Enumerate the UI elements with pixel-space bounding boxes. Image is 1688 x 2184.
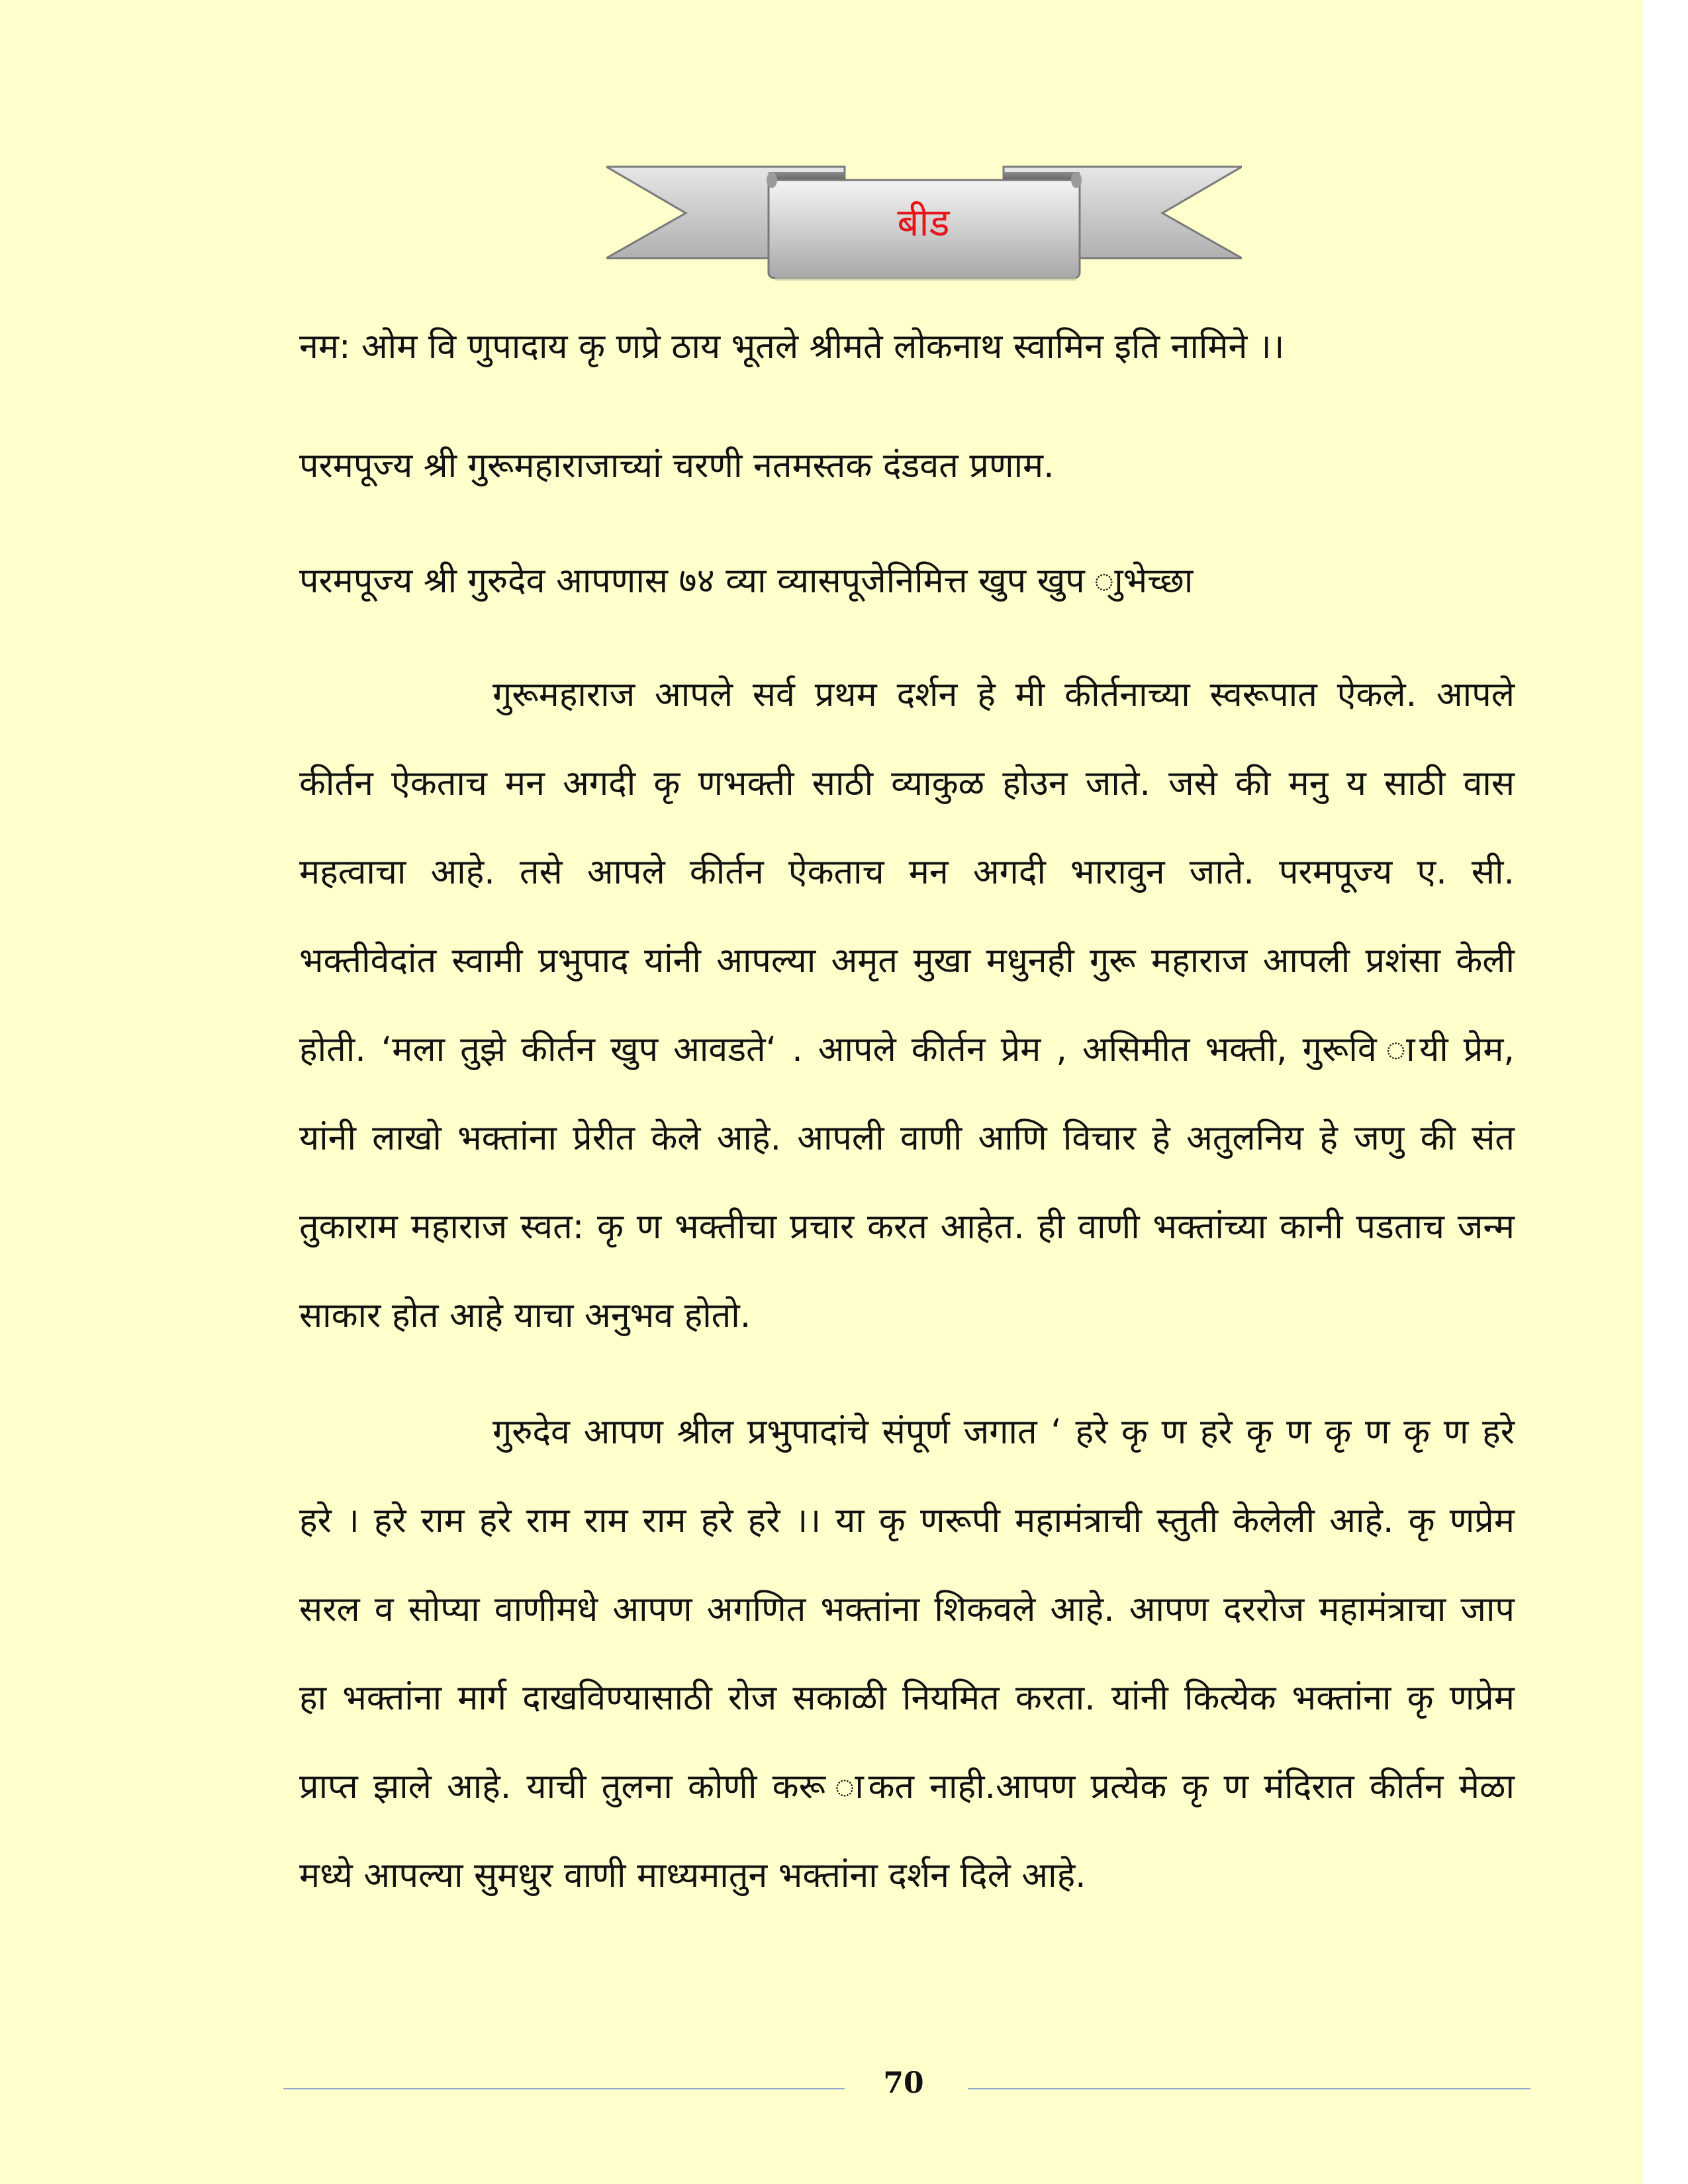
paragraph-line: गुरुदेव आपण श्रील प्रभुपादांचे संपूर्ण जगात ‘ हरे कृ ण हरे कृ ण कृ ण कृ ण हरे	[492, 1412, 1515, 1452]
paragraph-line: गुरूमहाराज आपले सर्व प्रथम दर्शन हे मी कीर्तनाच्या स्वरूपात ऐकले. आपले	[492, 675, 1515, 715]
page-title: बीड	[897, 199, 950, 245]
invocation-line: नम: ओम वि णुपादाय कृ णप्रे ठाय भूतले श्रीमते लोकनाथ स्वामिन इति नामिने ।।	[299, 327, 1285, 367]
page-number: 70	[883, 2066, 924, 2100]
paragraph-line: कीर्तन ऐकताच मन अगदी कृ णभक्ती साठी व्याकुळ होउन जाते. जसे की मनु य साठी वास	[299, 764, 1515, 803]
paragraph-line: होती. ‘मला तुझे कीर्तन खुप आवडते‘ . आपले कीर्तन प्रेम , असिमीत भक्ती, गुरूवि ायी प्रेम,	[299, 1030, 1515, 1069]
footer-rule-left	[283, 2088, 845, 2089]
footer-rule-right	[968, 2088, 1530, 2089]
paragraph-line: सरल व सोप्या वाणीमधे आपण अगणित भक्तांना शिकवले आहे. आपण दररोज महामंत्राचा जाप	[299, 1590, 1515, 1629]
paragraph-line: हा भक्तांना मार्ग दाखविण्यासाठी रोज सकाळी नियमित करता. यांनी कित्येक भक्तांना कृ णप्रेम	[299, 1678, 1515, 1718]
paragraph-line: हरे । हरे राम हरे राम राम राम हरे हरे ।। या कृ णरूपी महामंत्राची स्तुती केलेली आहे. कृ णप्रेम	[299, 1501, 1515, 1541]
greeting-line: परमपूज्य श्री गुरुदेव आपणास ७४ व्या व्यासपूजेनिमित्त खुप खुप ाुभेच्छा	[299, 561, 1194, 601]
paragraph-line: भक्तीवेदांत स्वामी प्रभुपाद यांनी आपल्या अमृत मुखा मधुनही गुरू महाराज आपली प्रशंसा केली	[299, 941, 1515, 981]
paragraph-line: साकार होत आहे याचा अनुभव होतो.	[299, 1296, 751, 1336]
paragraph-line: यांनी लाखो भक्तांना प्रेरीत केले आहे. आपली वाणी आणि विचार हे अतुलनिय हे जणु की संत	[299, 1118, 1515, 1158]
paragraph-line: तुकाराम महाराज स्वत: कृ ण भक्तीचा प्रचार करत आहेत. ही वाणी भक्तांच्या कानी पडताच जन्म	[299, 1207, 1515, 1247]
paragraph-line: महत्वाचा आहे. तसे आपले कीर्तन ऐकताच मन अगदी भारावुन जाते. परमपूज्य ए. सी.	[299, 852, 1515, 892]
paragraph-line: प्राप्त झाले आहे. याची तुलना कोणी करू ाकत नाही.आपण प्रत्येक कृ ण मंदिरात कीर्तन मेळा	[299, 1767, 1515, 1807]
salutation-line: परमपूज्य श्री गुरूमहाराजाच्यां चरणी नतमस्तक दंडवत प्रणाम.	[299, 446, 1055, 486]
paragraph-line: मध्ये आपल्या सुमधुर वाणी माध्यमातुन भक्तांना दर्शन दिले आहे.	[299, 1856, 1086, 1895]
